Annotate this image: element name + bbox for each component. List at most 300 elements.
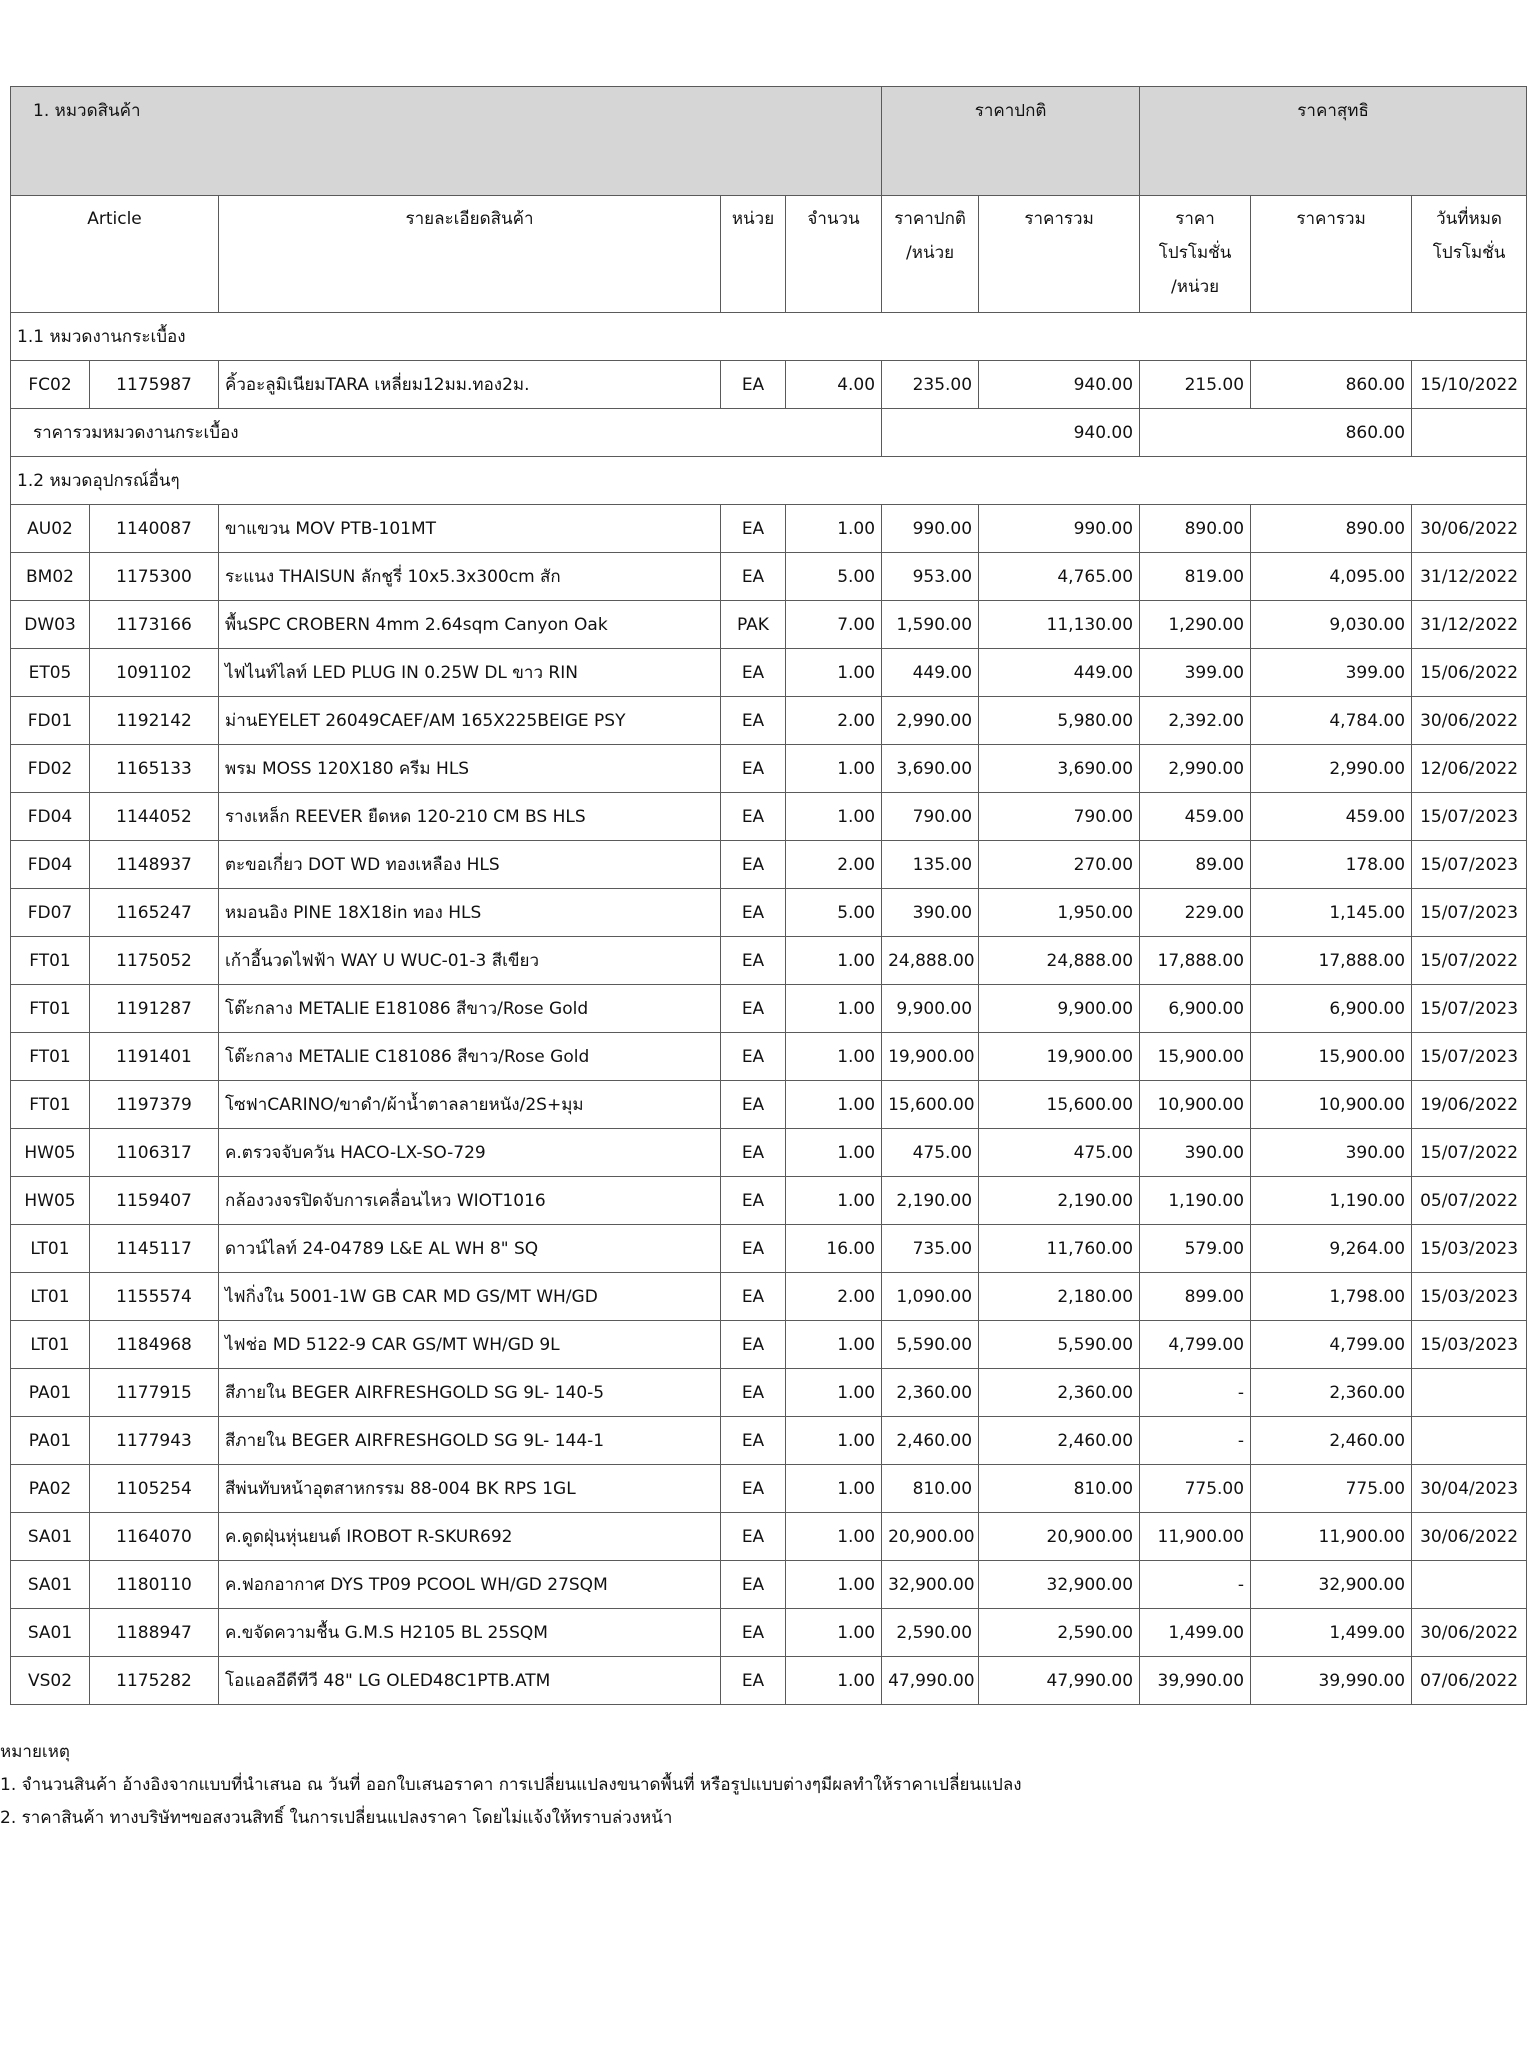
item-code: LT01 <box>11 1225 90 1273</box>
item-code: FD01 <box>11 697 90 745</box>
item-qty: 5.00 <box>786 553 882 601</box>
item-description: ไฟไนท์ไลท์ LED PLUG IN 0.25W DL ขาว RIN <box>219 649 721 697</box>
item-qty: 1.00 <box>786 1033 882 1081</box>
item-description: โอแอลอีดีทีวี 48" LG OLED48C1PTB.ATM <box>219 1657 721 1705</box>
item-article: 1164070 <box>90 1513 219 1561</box>
item-code: PA01 <box>11 1369 90 1417</box>
item-description: ม่านEYELET 26049CAEF/AM 165X225BEIGE PSY <box>219 697 721 745</box>
item-promo-price: 215.00 <box>1140 361 1251 409</box>
col-promo-line3: /หน่วย <box>1171 277 1220 297</box>
item-qty: 1.00 <box>786 937 882 985</box>
note-line-1: 1. จำนวนสินค้า อ้างอิงจากแบบที่นำเสนอ ณ วันที่ ออกใบเสนอราคา การเปลี่ยนแปลงขนาดพื้นที่ หรือรูปแบบต่างๆมีผลทำให้ราคาเปลี่ยนแปลง <box>0 1775 1022 1795</box>
item-article: 1188947 <box>90 1609 219 1657</box>
item-unit: EA <box>721 505 786 553</box>
item-article: 1175300 <box>90 553 219 601</box>
item-unit: EA <box>721 1321 786 1369</box>
item-code: FD02 <box>11 745 90 793</box>
item-net-total: 11,900.00 <box>1251 1513 1412 1561</box>
item-description: สีภายใน BEGER AIRFRESHGOLD SG 9L- 140-5 <box>219 1369 721 1417</box>
note-line-2: 2. ราคาสินค้า ทางบริษัทฯขอสงวนสิทธิ์ ในการเปลี่ยนแปลงราคา โดยไม่แจ้งให้ทราบล่วงหน้า <box>0 1808 673 1828</box>
table-row <box>11 1657 1527 1705</box>
table-row <box>11 361 1527 409</box>
table-row <box>11 553 1527 601</box>
item-unit-price: 19,900.00 <box>882 1033 979 1081</box>
item-promo-price: 229.00 <box>1140 889 1251 937</box>
table-row <box>11 1465 1527 1513</box>
item-description: ค.ดูดฝุ่นหุ่นยนต์ IROBOT R-SKUR692 <box>219 1513 721 1561</box>
col-promo-end-date <box>1412 196 1527 313</box>
item-unit: EA <box>721 649 786 697</box>
item-qty: 1.00 <box>786 1609 882 1657</box>
item-description: โต๊ะกลาง METALIE C181086 สีขาว/Rose Gold <box>219 1033 721 1081</box>
item-description: ไฟช่อ MD 5122-9 CAR GS/MT WH/GD 9L <box>219 1321 721 1369</box>
item-unit: EA <box>721 553 786 601</box>
table-row <box>11 601 1527 649</box>
col-end-date-line1: วันที่หมด <box>1436 209 1502 229</box>
item-total: 2,190.00 <box>979 1177 1140 1225</box>
col-unit: หน่วย <box>721 196 786 313</box>
item-promo-price: 10,900.00 <box>1140 1081 1251 1129</box>
item-total: 11,760.00 <box>979 1225 1140 1273</box>
item-code: HW05 <box>11 1177 90 1225</box>
item-total: 2,180.00 <box>979 1273 1140 1321</box>
item-total: 24,888.00 <box>979 937 1140 985</box>
table-row <box>11 1033 1527 1081</box>
item-unit-price: 15,600.00 <box>882 1081 979 1129</box>
item-article: 1165133 <box>90 745 219 793</box>
subtotal-label: ราคารวมหมวดงานกระเบื้อง <box>11 409 882 457</box>
table-row <box>11 649 1527 697</box>
item-net-total: 2,990.00 <box>1251 745 1412 793</box>
col-end-date-line2: โปรโมชั่น <box>1432 243 1506 263</box>
item-promo-price: 899.00 <box>1140 1273 1251 1321</box>
item-net-total: 9,264.00 <box>1251 1225 1412 1273</box>
item-net-total: 890.00 <box>1251 505 1412 553</box>
item-qty: 1.00 <box>786 1657 882 1705</box>
table-row <box>11 1081 1527 1129</box>
item-unit-price: 1,090.00 <box>882 1273 979 1321</box>
item-unit: EA <box>721 1225 786 1273</box>
item-qty: 1.00 <box>786 1321 882 1369</box>
table-row <box>11 1609 1527 1657</box>
item-article: 1191401 <box>90 1033 219 1081</box>
item-unit-price: 449.00 <box>882 649 979 697</box>
table-row <box>11 937 1527 985</box>
item-description: สีพ่นทับหน้าอุตสาหกรรม 88-004 BK RPS 1GL <box>219 1465 721 1513</box>
item-unit-price: 135.00 <box>882 841 979 889</box>
col-promo-line1: ราคา <box>1175 209 1215 229</box>
item-description: ระแนง THAISUN ลักชูรี่ 10x5.3x300cm สัก <box>219 553 721 601</box>
table-row <box>11 1321 1527 1369</box>
item-promo-end-date: 15/03/2023 <box>1412 1321 1527 1369</box>
item-unit-price: 20,900.00 <box>882 1513 979 1561</box>
item-unit: EA <box>721 1417 786 1465</box>
item-total: 449.00 <box>979 649 1140 697</box>
item-promo-price: 11,900.00 <box>1140 1513 1251 1561</box>
item-qty: 1.00 <box>786 505 882 553</box>
item-description: ค.ฟอกอากาศ DYS TP09 PCOOL WH/GD 27SQM <box>219 1561 721 1609</box>
item-article: 1144052 <box>90 793 219 841</box>
item-unit: EA <box>721 1561 786 1609</box>
item-promo-end-date: 05/07/2022 <box>1412 1177 1527 1225</box>
col-unit-price <box>882 196 979 313</box>
item-unit-price: 475.00 <box>882 1129 979 1177</box>
item-article: 1175052 <box>90 937 219 985</box>
table-row <box>11 1273 1527 1321</box>
item-total: 2,460.00 <box>979 1417 1140 1465</box>
item-qty: 2.00 <box>786 1273 882 1321</box>
item-code: SA01 <box>11 1513 90 1561</box>
item-description: ขาแขวน MOV PTB-101MT <box>219 505 721 553</box>
item-promo-end-date: 15/06/2022 <box>1412 649 1527 697</box>
item-net-total: 390.00 <box>1251 1129 1412 1177</box>
item-qty: 4.00 <box>786 361 882 409</box>
item-code: DW03 <box>11 601 90 649</box>
item-code: SA01 <box>11 1561 90 1609</box>
item-unit: EA <box>721 1273 786 1321</box>
item-description: ดาวน์ไลท์ 24-04789 L&E AL WH 8" SQ <box>219 1225 721 1273</box>
item-unit-price: 990.00 <box>882 505 979 553</box>
item-net-total: 4,784.00 <box>1251 697 1412 745</box>
col-article: Article <box>11 196 219 313</box>
item-article: 1091102 <box>90 649 219 697</box>
item-description: กล้องวงจรปิดจับการเคลื่อนไหว WIOT1016 <box>219 1177 721 1225</box>
item-code: FT01 <box>11 1081 90 1129</box>
item-promo-end-date: 30/06/2022 <box>1412 697 1527 745</box>
item-promo-end-date: 15/07/2023 <box>1412 793 1527 841</box>
item-unit-price: 735.00 <box>882 1225 979 1273</box>
item-article: 1140087 <box>90 505 219 553</box>
item-total: 940.00 <box>979 361 1140 409</box>
item-unit: EA <box>721 1033 786 1081</box>
item-code: FD04 <box>11 841 90 889</box>
item-code: AU02 <box>11 505 90 553</box>
item-description: เก้าอี้นวดไฟฟ้า WAY U WUC-01-3 สีเขียว <box>219 937 721 985</box>
regular-price-group-header: ราคาปกติ <box>882 87 1140 196</box>
item-unit: EA <box>721 841 786 889</box>
item-description: ไฟกิ่งใน 5001-1W GB CAR MD GS/MT WH/GD <box>219 1273 721 1321</box>
item-unit-price: 2,460.00 <box>882 1417 979 1465</box>
item-article: 1173166 <box>90 601 219 649</box>
item-qty: 1.00 <box>786 1561 882 1609</box>
item-code: FD07 <box>11 889 90 937</box>
item-promo-end-date: 15/07/2023 <box>1412 841 1527 889</box>
item-description: รางเหล็ก REEVER ยืดหด 120-210 CM BS HLS <box>219 793 721 841</box>
item-promo-end-date: 30/06/2022 <box>1412 1513 1527 1561</box>
col-promo-line2: โปรโมชั่น <box>1158 243 1232 263</box>
item-promo-price: 17,888.00 <box>1140 937 1251 985</box>
item-article: 1180110 <box>90 1561 219 1609</box>
item-net-total: 459.00 <box>1251 793 1412 841</box>
item-description: โซฟาCARINO/ขาดำ/ผ้าน้ำตาลลายหนัง/2S+มุม <box>219 1081 721 1129</box>
item-total: 810.00 <box>979 1465 1140 1513</box>
item-total: 20,900.00 <box>979 1513 1140 1561</box>
item-description: หมอนอิง PINE 18X18in ทอง HLS <box>219 889 721 937</box>
item-code: FD04 <box>11 793 90 841</box>
item-description: พื้นSPC CROBERN 4mm 2.64sqm Canyon Oak <box>219 601 721 649</box>
item-qty: 2.00 <box>786 697 882 745</box>
item-code: PA02 <box>11 1465 90 1513</box>
item-qty: 2.00 <box>786 841 882 889</box>
item-net-total: 9,030.00 <box>1251 601 1412 649</box>
item-total: 11,130.00 <box>979 601 1140 649</box>
item-total: 4,765.00 <box>979 553 1140 601</box>
item-unit: EA <box>721 1129 786 1177</box>
subtotal-row <box>11 409 1527 457</box>
item-qty: 1.00 <box>786 985 882 1033</box>
table-row <box>11 793 1527 841</box>
col-qty: จำนวน <box>786 196 882 313</box>
item-qty: 1.00 <box>786 1513 882 1561</box>
item-total: 5,980.00 <box>979 697 1140 745</box>
item-article: 1177915 <box>90 1369 219 1417</box>
item-unit: EA <box>721 985 786 1033</box>
item-article: 1175282 <box>90 1657 219 1705</box>
item-code: VS02 <box>11 1657 90 1705</box>
item-promo-end-date: 30/04/2023 <box>1412 1465 1527 1513</box>
item-total: 790.00 <box>979 793 1140 841</box>
item-net-total: 1,145.00 <box>1251 889 1412 937</box>
item-article: 1148937 <box>90 841 219 889</box>
item-promo-price: 390.00 <box>1140 1129 1251 1177</box>
item-code: PA01 <box>11 1417 90 1465</box>
item-code: ET05 <box>11 649 90 697</box>
table-row <box>11 841 1527 889</box>
item-total: 32,900.00 <box>979 1561 1140 1609</box>
subtotal-net: 860.00 <box>1140 409 1412 457</box>
group-header-row <box>11 87 1527 196</box>
item-qty: 5.00 <box>786 889 882 937</box>
item-net-total: 32,900.00 <box>1251 1561 1412 1609</box>
item-promo-end-date <box>1412 1417 1527 1465</box>
item-promo-end-date: 15/07/2023 <box>1412 889 1527 937</box>
item-promo-price: - <box>1140 1417 1251 1465</box>
item-unit-price: 5,590.00 <box>882 1321 979 1369</box>
item-promo-price: 39,990.00 <box>1140 1657 1251 1705</box>
item-net-total: 2,460.00 <box>1251 1417 1412 1465</box>
table-row <box>11 1177 1527 1225</box>
item-code: BM02 <box>11 553 90 601</box>
item-promo-price: 4,799.00 <box>1140 1321 1251 1369</box>
item-promo-price: - <box>1140 1369 1251 1417</box>
item-net-total: 178.00 <box>1251 841 1412 889</box>
item-promo-price: - <box>1140 1561 1251 1609</box>
item-promo-end-date: 31/12/2022 <box>1412 553 1527 601</box>
item-total: 2,590.00 <box>979 1609 1140 1657</box>
item-promo-price: 6,900.00 <box>1140 985 1251 1033</box>
item-qty: 1.00 <box>786 1465 882 1513</box>
table-row <box>11 1513 1527 1561</box>
item-promo-price: 819.00 <box>1140 553 1251 601</box>
item-total: 19,900.00 <box>979 1033 1140 1081</box>
item-promo-end-date: 30/06/2022 <box>1412 1609 1527 1657</box>
item-unit-price: 2,990.00 <box>882 697 979 745</box>
table-row <box>11 985 1527 1033</box>
item-unit-price: 32,900.00 <box>882 1561 979 1609</box>
item-total: 2,360.00 <box>979 1369 1140 1417</box>
item-unit-price: 390.00 <box>882 889 979 937</box>
item-article: 1155574 <box>90 1273 219 1321</box>
table-row <box>11 697 1527 745</box>
col-net-total: ราคารวม <box>1251 196 1412 313</box>
item-total: 475.00 <box>979 1129 1140 1177</box>
item-unit: EA <box>721 745 786 793</box>
item-unit: EA <box>721 1513 786 1561</box>
item-description: ค.ตรวจจับควัน HACO-LX-SO-729 <box>219 1129 721 1177</box>
item-unit-price: 953.00 <box>882 553 979 601</box>
item-article: 1184968 <box>90 1321 219 1369</box>
item-promo-end-date <box>1412 1369 1527 1417</box>
item-qty: 1.00 <box>786 649 882 697</box>
item-unit: EA <box>721 793 786 841</box>
item-unit: EA <box>721 1177 786 1225</box>
notes-title: หมายเหตุ <box>0 1742 70 1762</box>
section-title: 1.1 หมวดงานกระเบื้อง <box>11 313 1527 361</box>
col-unit-price-line1: ราคาปกติ <box>894 209 966 229</box>
quotation-table <box>10 86 1527 1705</box>
item-total: 5,590.00 <box>979 1321 1140 1369</box>
item-qty: 1.00 <box>786 1129 882 1177</box>
item-article: 1159407 <box>90 1177 219 1225</box>
table-row <box>11 745 1527 793</box>
item-net-total: 860.00 <box>1251 361 1412 409</box>
item-unit: PAK <box>721 601 786 649</box>
item-net-total: 1,499.00 <box>1251 1609 1412 1657</box>
item-promo-price: 1,499.00 <box>1140 1609 1251 1657</box>
item-unit-price: 9,900.00 <box>882 985 979 1033</box>
item-code: HW05 <box>11 1129 90 1177</box>
item-article: 1191287 <box>90 985 219 1033</box>
net-price-group-header: ราคาสุทธิ <box>1140 87 1527 196</box>
item-unit-price: 3,690.00 <box>882 745 979 793</box>
item-qty: 1.00 <box>786 1177 882 1225</box>
item-article: 1177943 <box>90 1417 219 1465</box>
item-promo-price: 775.00 <box>1140 1465 1251 1513</box>
item-code: SA01 <box>11 1609 90 1657</box>
item-total: 9,900.00 <box>979 985 1140 1033</box>
item-unit: EA <box>721 1657 786 1705</box>
section-title: 1.2 หมวดอุปกรณ์อื่นๆ <box>11 457 1527 505</box>
category-title: 1. หมวดสินค้า <box>11 87 882 196</box>
item-code: FT01 <box>11 985 90 1033</box>
notes <box>0 1736 1022 1835</box>
item-article: 1105254 <box>90 1465 219 1513</box>
table-row <box>11 1369 1527 1417</box>
item-description: พรม MOSS 120X180 ครีม HLS <box>219 745 721 793</box>
item-code: LT01 <box>11 1273 90 1321</box>
item-promo-price: 2,392.00 <box>1140 697 1251 745</box>
item-unit: EA <box>721 361 786 409</box>
item-qty: 1.00 <box>786 1369 882 1417</box>
item-promo-end-date: 15/03/2023 <box>1412 1225 1527 1273</box>
item-total: 1,950.00 <box>979 889 1140 937</box>
col-total: ราคารวม <box>979 196 1140 313</box>
item-promo-price: 579.00 <box>1140 1225 1251 1273</box>
item-qty: 1.00 <box>786 1417 882 1465</box>
item-article: 1165247 <box>90 889 219 937</box>
item-promo-end-date: 19/06/2022 <box>1412 1081 1527 1129</box>
item-unit: EA <box>721 1081 786 1129</box>
item-net-total: 10,900.00 <box>1251 1081 1412 1129</box>
section-header-row <box>11 313 1527 361</box>
item-article: 1145117 <box>90 1225 219 1273</box>
item-description: คิ้วอะลูมิเนียมTARA เหลี่ยม12มม.ทอง2ม. <box>219 361 721 409</box>
item-unit-price: 47,990.00 <box>882 1657 979 1705</box>
item-promo-end-date: 15/10/2022 <box>1412 361 1527 409</box>
item-promo-price: 1,190.00 <box>1140 1177 1251 1225</box>
item-promo-price: 890.00 <box>1140 505 1251 553</box>
item-unit: EA <box>721 1609 786 1657</box>
col-promo-price <box>1140 196 1251 313</box>
item-qty: 16.00 <box>786 1225 882 1273</box>
item-promo-end-date <box>1412 1561 1527 1609</box>
item-net-total: 1,798.00 <box>1251 1273 1412 1321</box>
item-article: 1175987 <box>90 361 219 409</box>
table-row <box>11 1417 1527 1465</box>
item-promo-end-date: 15/03/2023 <box>1412 1273 1527 1321</box>
table-row <box>11 889 1527 937</box>
subtotal-total: 940.00 <box>882 409 1140 457</box>
item-unit-price: 790.00 <box>882 793 979 841</box>
item-unit-price: 235.00 <box>882 361 979 409</box>
item-qty: 7.00 <box>786 601 882 649</box>
item-net-total: 39,990.00 <box>1251 1657 1412 1705</box>
item-unit: EA <box>721 697 786 745</box>
item-net-total: 775.00 <box>1251 1465 1412 1513</box>
item-total: 15,600.00 <box>979 1081 1140 1129</box>
item-code: FT01 <box>11 1033 90 1081</box>
item-code: FC02 <box>11 361 90 409</box>
item-description: โต๊ะกลาง METALIE E181086 สีขาว/Rose Gold <box>219 985 721 1033</box>
item-net-total: 6,900.00 <box>1251 985 1412 1033</box>
item-unit: EA <box>721 889 786 937</box>
item-code: LT01 <box>11 1321 90 1369</box>
item-total: 270.00 <box>979 841 1140 889</box>
item-net-total: 17,888.00 <box>1251 937 1412 985</box>
item-qty: 1.00 <box>786 793 882 841</box>
item-promo-end-date: 12/06/2022 <box>1412 745 1527 793</box>
item-promo-price: 89.00 <box>1140 841 1251 889</box>
item-unit: EA <box>721 1465 786 1513</box>
section-header-row <box>11 457 1527 505</box>
item-net-total: 4,799.00 <box>1251 1321 1412 1369</box>
subtotal-empty <box>1412 409 1527 457</box>
item-promo-end-date: 15/07/2023 <box>1412 985 1527 1033</box>
item-unit-price: 2,590.00 <box>882 1609 979 1657</box>
item-description: สีภายใน BEGER AIRFRESHGOLD SG 9L- 144-1 <box>219 1417 721 1465</box>
item-unit-price: 2,190.00 <box>882 1177 979 1225</box>
item-net-total: 2,360.00 <box>1251 1369 1412 1417</box>
item-promo-price: 2,990.00 <box>1140 745 1251 793</box>
item-qty: 1.00 <box>786 745 882 793</box>
table-row <box>11 1129 1527 1177</box>
item-article: 1192142 <box>90 697 219 745</box>
item-unit-price: 1,590.00 <box>882 601 979 649</box>
item-unit-price: 24,888.00 <box>882 937 979 985</box>
item-description: ค.ขจัดความชื้น G.M.S H2105 BL 25SQM <box>219 1609 721 1657</box>
item-article: 1197379 <box>90 1081 219 1129</box>
table-row <box>11 505 1527 553</box>
col-unit-price-line2: /หน่วย <box>906 243 955 263</box>
item-net-total: 1,190.00 <box>1251 1177 1412 1225</box>
item-unit: EA <box>721 1369 786 1417</box>
item-net-total: 399.00 <box>1251 649 1412 697</box>
item-unit-price: 810.00 <box>882 1465 979 1513</box>
item-promo-price: 459.00 <box>1140 793 1251 841</box>
item-promo-price: 1,290.00 <box>1140 601 1251 649</box>
item-unit-price: 2,360.00 <box>882 1369 979 1417</box>
item-promo-end-date: 31/12/2022 <box>1412 601 1527 649</box>
